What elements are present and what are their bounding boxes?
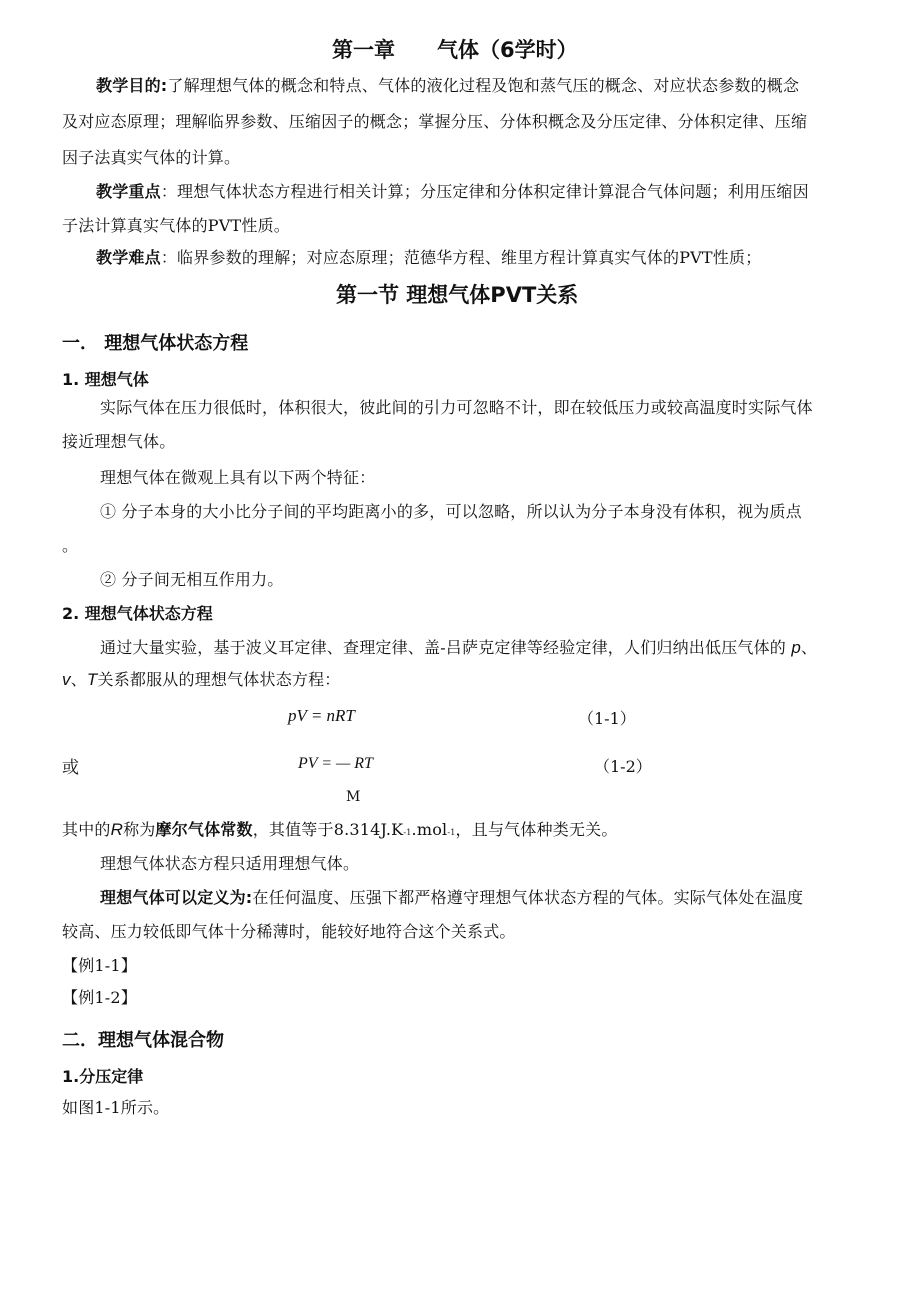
sub2-p1-line2: v、T关系都服从的理想气体状态方程：: [62, 670, 341, 689]
objectives-line1: 教学目的:了解理想气体的概念和特点、气体的液化过程及饱和蒸气压的概念、对应状态参数的概念: [96, 76, 800, 95]
sub2-p3: 理想气体状态方程只适用理想气体。: [100, 854, 360, 873]
sub1-heading: 1. 理想气体: [62, 370, 149, 389]
definition-line1: 理想气体可以定义为:在任何温度、压强下都严格遵守理想气体状态方程的气体。实际气体处在温度: [100, 888, 804, 907]
section-title: 第一节 理想气体PVT关系: [336, 283, 579, 307]
difficulties-label: 教学难点: [96, 248, 161, 267]
definition-label: 理想气体可以定义为:: [100, 888, 253, 907]
equation-2-number: （1-2）: [594, 757, 652, 776]
sub1-item1-line2: 。: [62, 536, 79, 555]
part1-heading: 一． 理想气体状态方程: [62, 333, 249, 354]
equation-1-number: （1-1）: [578, 709, 636, 728]
difficulties-line1: 教学难点：临界参数的理解；对应态原理；范德华方程、维里方程计算真实气体的PVT性质；: [96, 248, 762, 267]
var-p: p: [791, 638, 801, 657]
key-points-label: 教学重点: [96, 182, 161, 201]
definition-line2: 较高、压力较低即气体十分稀薄时，能较好地符合这个关系式。: [62, 922, 516, 941]
example-1-1: 【例1-1】: [62, 956, 137, 975]
gas-constant-term: 摩尔气体常数: [155, 820, 253, 839]
key-points-line2: 子法计算真实气体的PVT性质。: [62, 216, 290, 235]
key-points-line1: 教学重点：理想气体状态方程进行相关计算；分压定律和分体积定律计算混合气体问题；利用压缩因: [96, 182, 809, 201]
objectives-label: 教学目的:: [96, 76, 168, 95]
gas-constant-line: 其中的R称为摩尔气体常数，其值等于8.314J.K-1.mol-1，且与气体种类无关。: [62, 820, 618, 839]
var-v: v: [62, 670, 71, 689]
objectives-line2: 及对应态原理；理解临界参数、压缩因子的概念；掌握分压、分体积概念及分压定律、分体积定律、压缩: [62, 112, 808, 131]
sub1-p2: 理想气体在微观上具有以下两个特征：: [100, 468, 376, 487]
sub2-p1-line1: 通过大量实验，基于波义耳定律、查理定律、盖-吕萨克定律等经验定律，人们归纳出低压气体的 p、: [100, 638, 818, 657]
chapter-label: 第一章: [332, 38, 395, 62]
chapter-title: [332, 34, 578, 64]
var-r: R: [110, 820, 124, 839]
chapter-name: 气体（6学时）: [437, 38, 578, 62]
sub1-p1-line2: 接近理想气体。: [62, 432, 176, 451]
sub3-heading: 1.分压定律: [62, 1067, 144, 1086]
objectives-line3: 因子法真实气体的计算。: [62, 148, 241, 167]
or-label: 或: [62, 758, 79, 778]
sub1-item2: ② 分子间无相互作用力。: [100, 570, 284, 589]
sub3-p1: 如图1-1所示。: [62, 1098, 170, 1117]
sub1-item1-line1: ① 分子本身的大小比分子间的平均距离小的多，可以忽略，所以认为分子本身没有体积，视为质点: [100, 502, 802, 521]
var-t: T: [86, 670, 98, 689]
part2-heading: 二．理想气体混合物: [62, 1030, 224, 1051]
sub1-p1-line1: 实际气体在压力很低时，体积很大，彼此间的引力可忽略不计，即在较低压力或较高温度时实际气体: [100, 398, 813, 417]
sub2-heading: 2. 理想气体状态方程: [62, 604, 213, 623]
example-1-2: 【例1-2】: [62, 988, 137, 1007]
equation-1: pV = nRT: [288, 706, 355, 725]
equation-2-denominator: M: [346, 789, 361, 805]
equation-2: PV = — RT: [298, 755, 373, 772]
